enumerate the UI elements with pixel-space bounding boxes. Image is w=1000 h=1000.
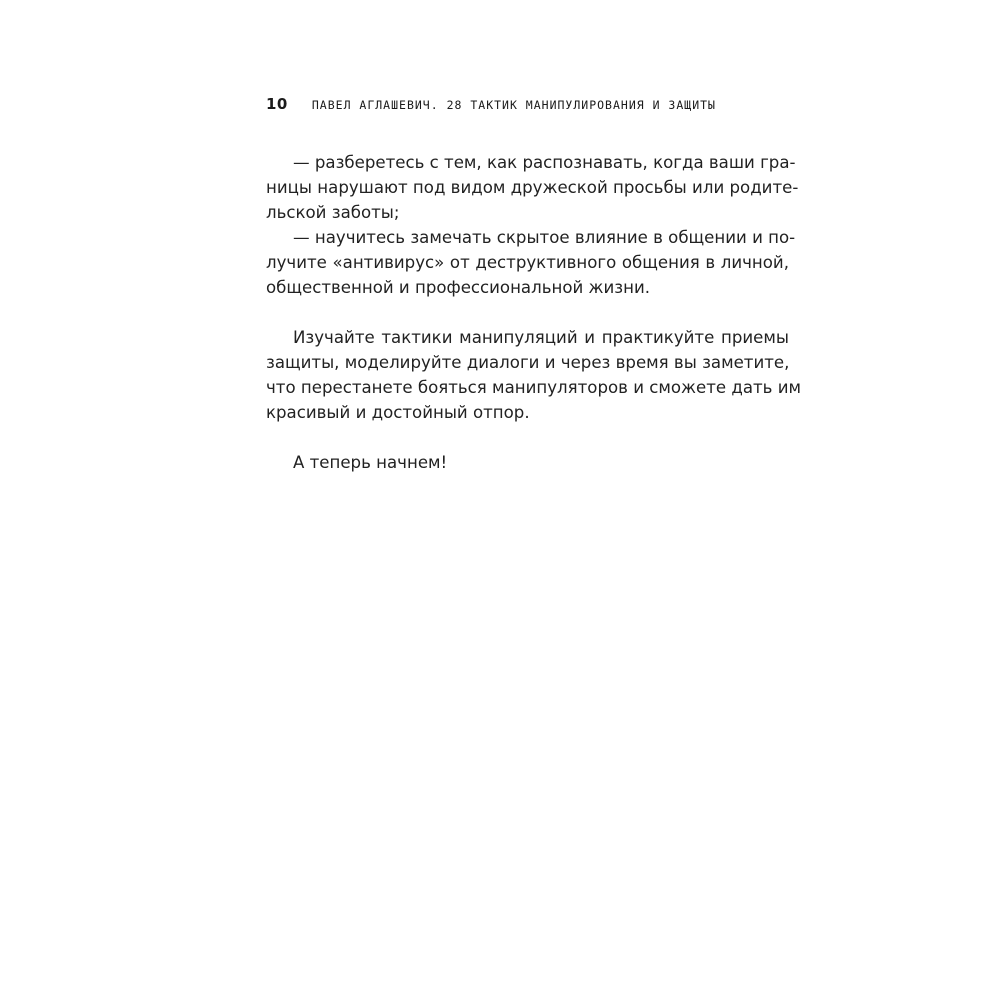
- text-line: ницы нарушают под видом дружеской просьбы или родите-: [266, 178, 799, 197]
- paragraph-spacer: [266, 425, 789, 450]
- text-line: — научитесь замечать скрытое влияние в общении и по-: [293, 228, 796, 247]
- text-line: Изучайте тактики манипуляций и практикуйте приемы: [293, 328, 789, 347]
- text-line: защиты, моделируйте диалоги и через время вы заметите,: [266, 353, 790, 372]
- page-number: 10: [266, 95, 288, 113]
- paragraph-influence: [266, 225, 796, 300]
- running-title: ПАВЕЛ АГЛАШЕВИЧ. 28 ТАКТИК МАНИПУЛИРОВАНИЯ И ЗАЩИТЫ: [311, 98, 716, 112]
- text-line: лучите «антивирус» от деструктивного общения в личной,: [266, 253, 789, 272]
- paragraph-study-tactics: [266, 325, 802, 425]
- paragraph-spacer: [266, 300, 789, 325]
- text-line: красивый и достойный отпор.: [266, 403, 530, 422]
- text-line: А теперь начнем!: [293, 453, 448, 472]
- paragraph-start: [266, 450, 789, 475]
- text-line: общественной и профессиональной жизни.: [266, 278, 651, 297]
- running-header: [266, 95, 716, 113]
- text-line: льской заботы;: [266, 203, 400, 222]
- body-text: [266, 150, 802, 475]
- paragraph-boundaries: [266, 150, 799, 225]
- text-line: — разберетесь с тем, как распознавать, когда ваши гра-: [293, 153, 796, 172]
- text-line: что перестанете бояться манипуляторов и сможете дать им: [266, 378, 802, 397]
